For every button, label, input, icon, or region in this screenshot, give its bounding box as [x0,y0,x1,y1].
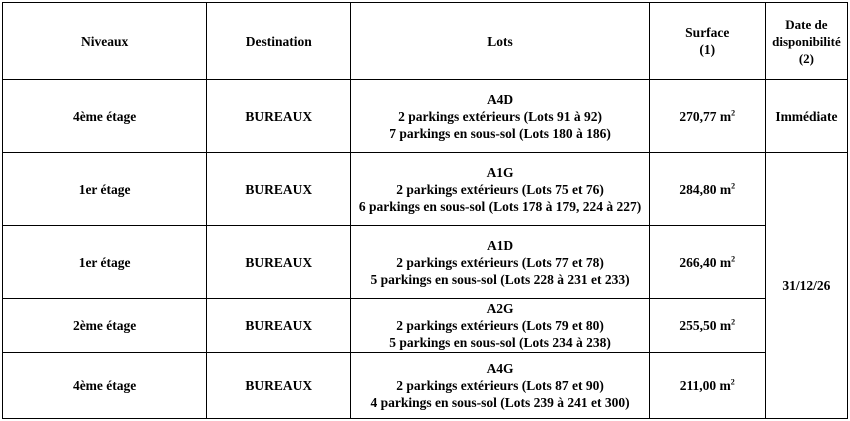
surface-unit: m [719,318,732,333]
cell-surface [649,80,765,153]
table-row [3,353,848,419]
cell-lots [351,353,649,419]
surface-value: 284,80 [679,181,717,197]
cell-date: Immédiate [765,80,847,153]
surface-unit: m [719,181,732,197]
lot-parking-sous-sol: 5 parkings en sous-sol (Lots 228 à 231 et 233) [370,271,630,287]
lot-parking-ext: 2 parkings extérieurs (Lots 91 à 92) [398,108,603,124]
lot-parking-ext: 2 parkings extérieurs (Lots 77 et 78) [396,254,604,270]
surface-unit: m [719,378,731,393]
cell-niveau: 1er étage [3,153,207,226]
cell-surface [649,353,765,419]
availability-table [2,2,848,419]
surface-value: 255,50 [679,318,717,333]
header-destination: Destination [207,3,351,80]
lot-parking-sous-sol: 4 parkings en sous-sol (Lots 239 à 241 et 300) [370,395,630,410]
table-row [3,226,848,299]
surface-unit-exp: 2 [731,254,736,263]
table-row [3,80,848,153]
lot-code: A1G [486,164,514,180]
surface-value: 211,00 [679,378,717,393]
header-date-line2: disponibilité [772,33,841,49]
lot-parking-sous-sol: 6 parkings en sous-sol (Lots 178 à 179, 224 à 227) [358,198,642,214]
cell-lots [351,80,649,153]
header-surface-label: Surface [685,25,730,40]
cell-lots [351,226,649,299]
cell-niveau: 2ème étage [3,299,207,353]
lot-parking-ext: 2 parkings extérieurs (Lots 79 et 80) [396,318,604,333]
lot-code: A2G [486,301,514,316]
cell-niveau: 1er étage [3,226,207,299]
cell-destination: BUREAUX [207,299,351,353]
header-date-line1: Date de [785,16,828,32]
cell-surface [649,226,765,299]
cell-destination: BUREAUX [207,226,351,299]
cell-date-shared: 31/12/26 [765,153,847,419]
surface-unit: m [719,254,732,270]
lot-parking-ext: 2 parkings extérieurs (Lots 75 et 76) [396,181,604,197]
header-surface [649,3,765,80]
lot-parking-sous-sol: 7 parkings en sous-sol (Lots 180 à 186) [389,125,611,141]
cell-destination: BUREAUX [207,353,351,419]
surface-unit-exp: 2 [731,181,736,190]
table-header-row [3,3,848,80]
header-date [765,3,847,80]
cell-destination: BUREAUX [207,80,351,153]
cell-surface [649,153,765,226]
surface-value: 270,77 [679,108,717,124]
header-surface-note: (1) [699,42,716,57]
header-date-note: (2) [798,50,815,66]
surface-unit-exp: 2 [730,377,735,387]
cell-niveau: 4ème étage [3,80,207,153]
surface-value: 266,40 [679,254,717,270]
header-niveaux: Niveaux [3,3,207,80]
cell-destination: BUREAUX [207,153,351,226]
lot-parking-ext: 2 parkings extérieurs (Lots 87 et 90) [396,378,604,393]
surface-unit-exp: 2 [731,108,736,117]
lot-code: A4D [486,91,514,107]
table-row [3,153,848,226]
cell-surface [649,299,765,353]
lot-parking-sous-sol: 5 parkings en sous-sol (Lots 234 à 238) [389,335,611,350]
cell-lots [351,153,649,226]
lot-code: A4G [486,361,514,376]
table-row [3,299,848,353]
surface-unit: m [719,108,732,124]
cell-niveau: 4ème étage [3,353,207,419]
lot-code: A1D [486,237,514,253]
header-lots: Lots [351,3,649,80]
surface-unit-exp: 2 [731,317,736,327]
cell-lots [351,299,649,353]
